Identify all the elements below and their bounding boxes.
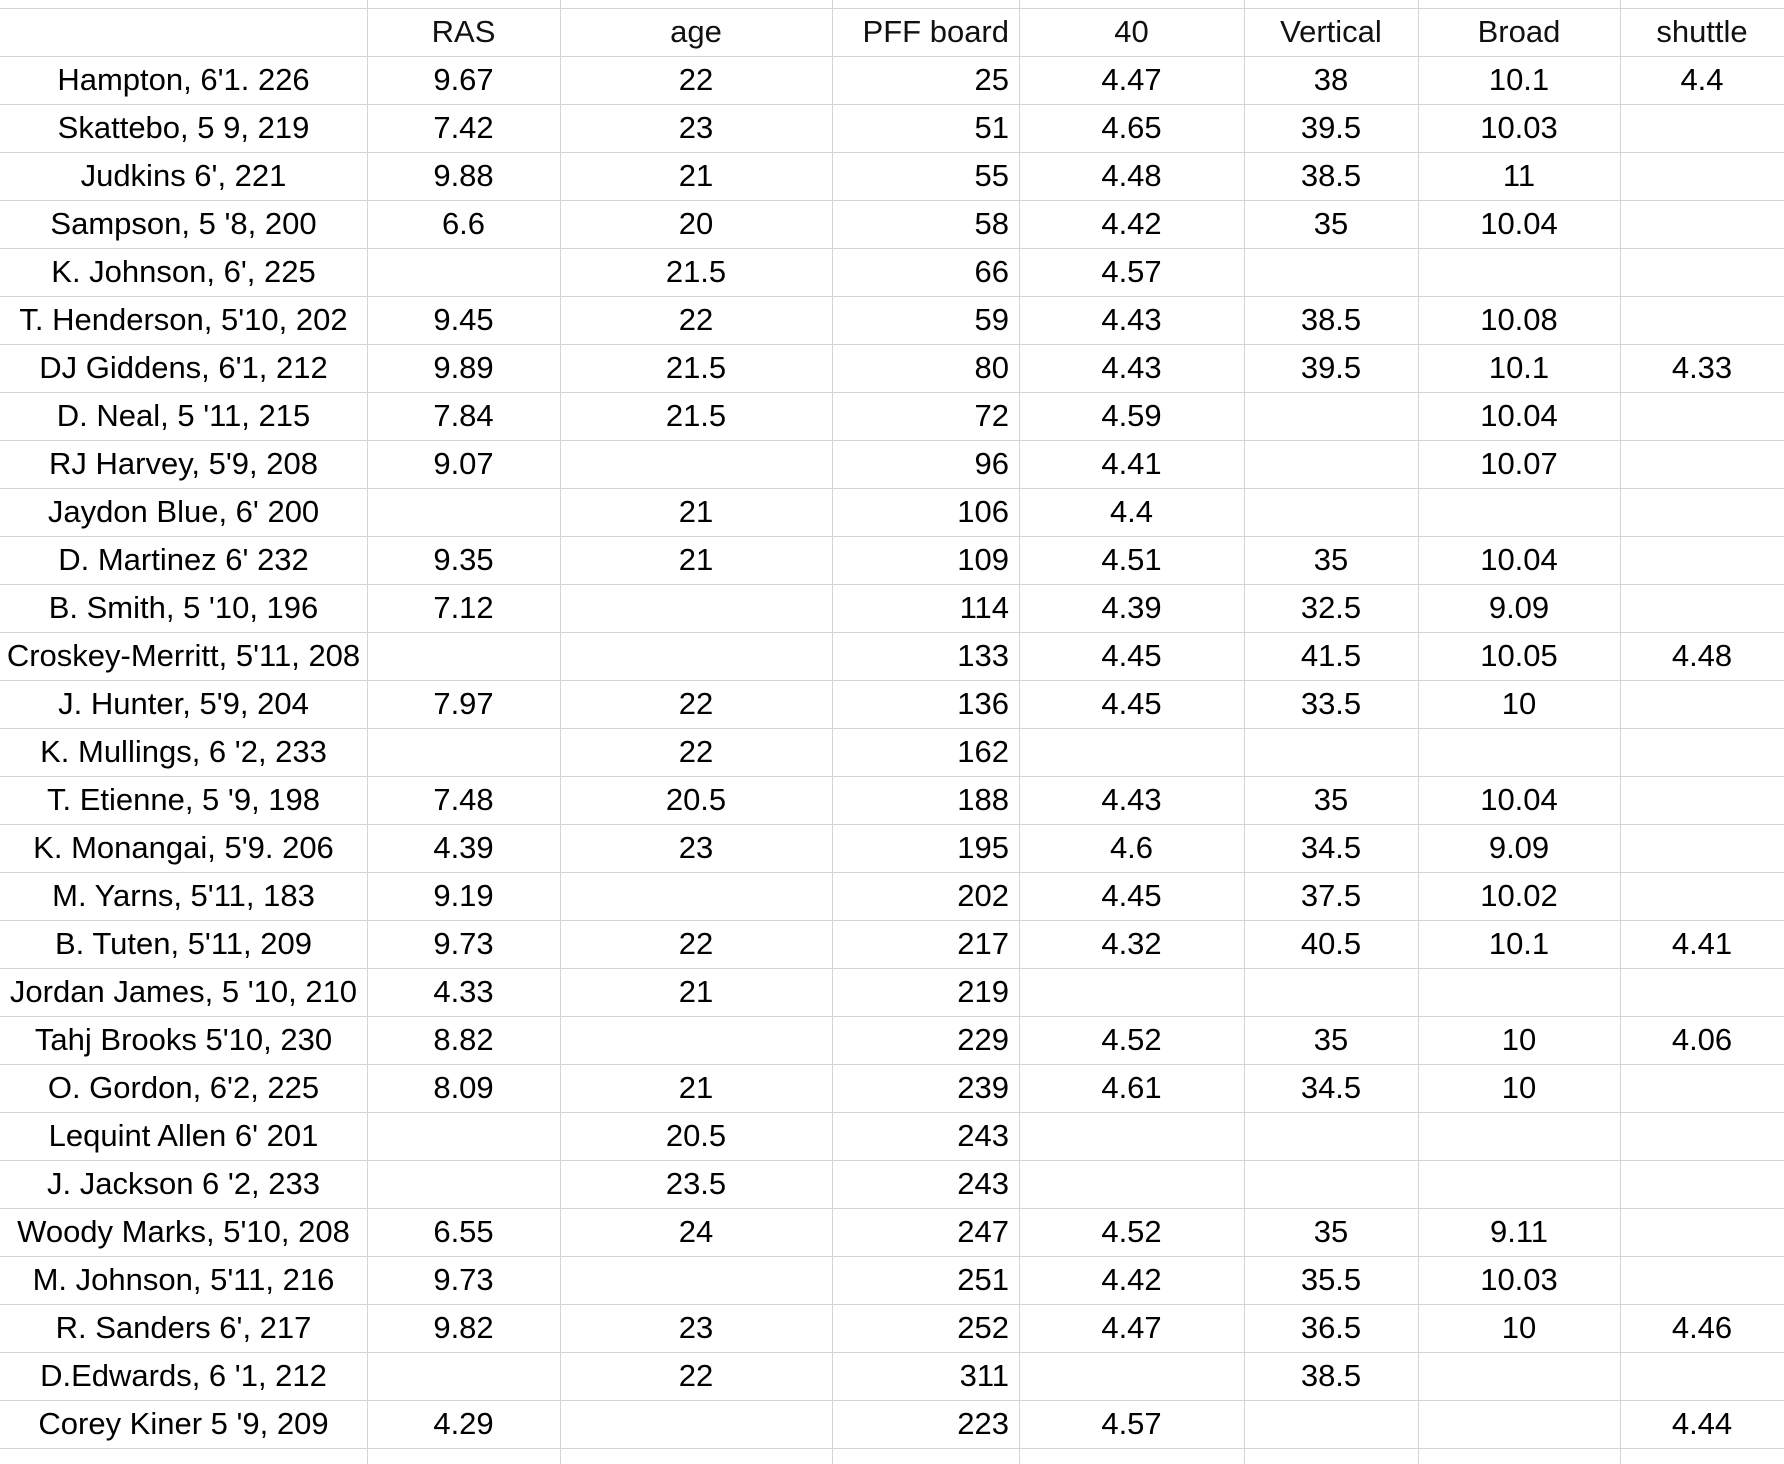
cell-vertical[interactable]: 34.5	[1300, 1070, 1362, 1105]
cell-ras[interactable]: 9.89	[433, 350, 494, 385]
cell-name[interactable]: J. Jackson 6 '2, 233	[46, 1166, 321, 1201]
cell-shuttle[interactable]: 4.46	[1671, 1310, 1733, 1345]
cell-pff-board[interactable]: 243	[957, 1166, 1009, 1201]
cell-name[interactable]: Jaydon Blue, 6' 200	[47, 494, 320, 529]
cell-broad[interactable]: 10.04	[1480, 542, 1558, 577]
cell-forty[interactable]: 4.48	[1101, 158, 1162, 193]
cell-shuttle[interactable]	[1620, 296, 1784, 344]
cell-pff-board[interactable]: 252	[957, 1310, 1009, 1345]
cell-forty[interactable]: 4.39	[1101, 590, 1162, 625]
cell-broad[interactable]: 10.04	[1480, 782, 1558, 817]
cell-forty[interactable]: 4.4	[1109, 494, 1154, 529]
cell-shuttle[interactable]: 4.33	[1671, 350, 1733, 385]
cell-ras[interactable]	[367, 728, 560, 776]
cell-vertical[interactable]: 38.5	[1300, 158, 1362, 193]
cell-vertical[interactable]	[1244, 728, 1418, 776]
cell-shuttle[interactable]	[1620, 488, 1784, 536]
cell-pff-board[interactable]: 195	[957, 830, 1009, 865]
cell-age[interactable]: 21	[678, 542, 714, 577]
cell-broad[interactable]: 9.09	[1488, 830, 1550, 865]
cell-age[interactable]: 21	[678, 494, 714, 529]
cell-vertical[interactable]: 39.5	[1300, 110, 1362, 145]
header-cell-ras[interactable]: RAS	[431, 14, 496, 49]
cell-pff-board[interactable]: 55	[974, 158, 1009, 193]
cell-vertical[interactable]	[1244, 1112, 1418, 1160]
header-cell-age[interactable]: age	[670, 14, 722, 49]
header-cell-vertical[interactable]: Vertical	[1280, 14, 1382, 49]
cell-broad[interactable]	[1418, 968, 1620, 1016]
cell-forty[interactable]: 4.42	[1101, 206, 1162, 241]
cell-broad[interactable]	[1418, 1352, 1620, 1400]
cell-broad[interactable]	[1418, 1160, 1620, 1208]
cell-age[interactable]: 23	[678, 110, 714, 145]
cell-broad[interactable]: 10.03	[1480, 110, 1558, 145]
cell-ras[interactable]: 9.45	[433, 302, 494, 337]
cell-age[interactable]: 23.5	[665, 1166, 727, 1201]
cell-name[interactable]: B. Smith, 5 '10, 196	[48, 590, 319, 625]
cell-broad[interactable]: 11	[1502, 158, 1536, 193]
cell-forty[interactable]	[1019, 1112, 1244, 1160]
cell-shuttle[interactable]	[1620, 104, 1784, 152]
header-cell-broad[interactable]: Broad	[1477, 14, 1561, 49]
cell-vertical[interactable]: 38	[1313, 62, 1349, 97]
cell-pff-board[interactable]: 223	[957, 1406, 1009, 1441]
cell-name[interactable]: K. Mullings, 6 '2, 233	[40, 734, 327, 769]
cell-ras[interactable]: 7.42	[433, 110, 494, 145]
cell-ras[interactable]: 9.88	[433, 158, 494, 193]
cell-pff-board[interactable]: 25	[974, 62, 1009, 97]
cell-broad[interactable]: 10	[1501, 1310, 1537, 1345]
cell-name[interactable]: Croskey-Merritt, 5'11, 208	[6, 638, 361, 673]
cell-broad[interactable]: 10.04	[1480, 398, 1558, 433]
cell-broad[interactable]: 10.1	[1488, 926, 1550, 961]
cell-forty[interactable]: 4.32	[1101, 926, 1162, 961]
cell-name[interactable]: O. Gordon, 6'2, 225	[47, 1070, 320, 1105]
cell-forty[interactable]: 4.43	[1101, 302, 1162, 337]
cell-age[interactable]: 22	[678, 1358, 714, 1393]
cell-pff-board[interactable]: 109	[957, 542, 1009, 577]
cell-pff-board[interactable]: 219	[957, 974, 1009, 1009]
header-cell-name[interactable]	[0, 8, 367, 56]
cell-forty[interactable]: 4.61	[1101, 1070, 1162, 1105]
cell-forty[interactable]: 4.65	[1101, 110, 1162, 145]
cell-pff-board[interactable]: 80	[974, 350, 1009, 385]
cell-age[interactable]: 21.5	[665, 350, 727, 385]
cell-shuttle[interactable]	[1620, 728, 1784, 776]
cell-vertical[interactable]	[1244, 1400, 1418, 1448]
cell-age[interactable]: 21	[678, 974, 714, 1009]
cell-ras[interactable]	[367, 1160, 560, 1208]
cell-broad[interactable]	[1418, 248, 1620, 296]
cell-age[interactable]: 24	[678, 1214, 714, 1249]
cell-vertical[interactable]	[1244, 1160, 1418, 1208]
cell-name[interactable]: Hampton, 6'1. 226	[57, 62, 310, 97]
cell-ras[interactable]: 7.12	[433, 590, 494, 625]
cell-age[interactable]	[560, 1016, 832, 1064]
cell-pff-board[interactable]: 51	[974, 110, 1009, 145]
cell-broad[interactable]: 10	[1501, 1070, 1537, 1105]
cell-vertical[interactable]	[1244, 392, 1418, 440]
cell-broad[interactable]: 10.03	[1480, 1262, 1558, 1297]
cell-shuttle[interactable]	[1620, 200, 1784, 248]
cell-broad[interactable]: 10	[1501, 1022, 1537, 1057]
cell-forty[interactable]: 4.52	[1101, 1022, 1162, 1057]
cell-vertical[interactable]: 35	[1313, 1214, 1349, 1249]
cell-pff-board[interactable]: 243	[957, 1118, 1009, 1153]
header-cell-forty[interactable]: 40	[1114, 14, 1149, 49]
cell-age[interactable]: 21	[678, 1070, 714, 1105]
cell-forty[interactable]	[1019, 968, 1244, 1016]
cell-shuttle[interactable]	[1620, 1256, 1784, 1304]
cell-vertical[interactable]: 35	[1313, 206, 1349, 241]
cell-broad[interactable]: 10.04	[1480, 206, 1558, 241]
cell-shuttle[interactable]	[1620, 1064, 1784, 1112]
cell-shuttle[interactable]	[1620, 1112, 1784, 1160]
cell-name[interactable]: J. Hunter, 5'9, 204	[58, 686, 309, 721]
cell-ras[interactable]: 9.82	[433, 1310, 494, 1345]
cell-pff-board[interactable]: 217	[957, 926, 1009, 961]
cell-broad[interactable]: 10	[1501, 686, 1537, 721]
cell-broad[interactable]: 10.08	[1480, 302, 1558, 337]
cell-forty[interactable]: 4.59	[1101, 398, 1162, 433]
cell-shuttle[interactable]	[1620, 680, 1784, 728]
cell-broad[interactable]: 9.11	[1489, 1214, 1549, 1249]
cell-forty[interactable]: 4.45	[1101, 638, 1162, 673]
cell-vertical[interactable]	[1244, 248, 1418, 296]
cell-pff-board[interactable]: 311	[959, 1358, 1009, 1393]
cell-age[interactable]: 22	[678, 734, 714, 769]
cell-shuttle[interactable]	[1620, 776, 1784, 824]
cell-shuttle[interactable]	[1620, 584, 1784, 632]
cell-broad[interactable]: 10.02	[1480, 878, 1558, 913]
cell-name[interactable]: D. Neal, 5 '11, 215	[56, 398, 311, 433]
cell-vertical[interactable]: 35	[1313, 1022, 1349, 1057]
cell-shuttle[interactable]: 4.44	[1671, 1406, 1733, 1441]
cell-vertical[interactable]: 36.5	[1300, 1310, 1362, 1345]
cell-forty[interactable]: 4.41	[1101, 446, 1162, 481]
cell-name[interactable]: Lequint Allen 6' 201	[48, 1118, 319, 1153]
cell-vertical[interactable]: 35	[1313, 542, 1349, 577]
cell-vertical[interactable]	[1244, 488, 1418, 536]
cell-shuttle[interactable]	[1620, 872, 1784, 920]
cell-shuttle[interactable]: 4.48	[1671, 638, 1733, 673]
cell-name[interactable]: T. Henderson, 5'10, 202	[19, 302, 348, 337]
cell-ras[interactable]	[367, 1112, 560, 1160]
cell-forty[interactable]	[1019, 1352, 1244, 1400]
cell-shuttle[interactable]	[1620, 248, 1784, 296]
cell-age[interactable]: 23	[678, 1310, 714, 1345]
cell-pff-board[interactable]: 133	[957, 638, 1009, 673]
cell-age[interactable]: 21.5	[665, 398, 727, 433]
cell-broad[interactable]	[1418, 1112, 1620, 1160]
cell-shuttle[interactable]	[1620, 152, 1784, 200]
cell-forty[interactable]: 4.47	[1101, 1310, 1162, 1345]
cell-vertical[interactable]: 40.5	[1300, 926, 1362, 961]
cell-name[interactable]: Skattebo, 5 9, 219	[57, 110, 310, 145]
cell-ras[interactable]: 9.67	[433, 62, 494, 97]
cell-vertical[interactable]: 38.5	[1300, 302, 1362, 337]
header-cell-shuttle[interactable]: shuttle	[1656, 14, 1748, 49]
cell-age[interactable]	[560, 584, 832, 632]
cell-shuttle[interactable]: 4.41	[1671, 926, 1733, 961]
cell-shuttle[interactable]	[1620, 536, 1784, 584]
cell-ras[interactable]: 7.48	[433, 782, 494, 817]
cell-forty[interactable]: 4.47	[1101, 62, 1162, 97]
cell-vertical[interactable]: 37.5	[1300, 878, 1362, 913]
cell-shuttle[interactable]: 4.4	[1680, 62, 1724, 97]
cell-pff-board[interactable]: 162	[957, 734, 1009, 769]
cell-name[interactable]: K. Johnson, 6', 225	[51, 254, 316, 289]
cell-ras[interactable]: 6.6	[441, 206, 486, 241]
cell-forty[interactable]: 4.6	[1109, 830, 1154, 865]
cell-age[interactable]	[560, 1256, 832, 1304]
cell-name[interactable]: K. Monangai, 5'9. 206	[33, 830, 334, 865]
cell-forty[interactable]: 4.43	[1101, 350, 1162, 385]
cell-vertical[interactable]	[1244, 440, 1418, 488]
cell-age[interactable]: 21	[678, 158, 714, 193]
cell-name[interactable]: Judkins 6', 221	[80, 158, 287, 193]
cell-broad[interactable]: 10.07	[1480, 446, 1558, 481]
cell-name[interactable]: T. Etienne, 5 '9, 198	[46, 782, 321, 817]
cell-broad[interactable]: 10.1	[1488, 350, 1550, 385]
cell-pff-board[interactable]: 72	[974, 398, 1009, 433]
cell-age[interactable]	[560, 872, 832, 920]
cell-age[interactable]: 22	[678, 62, 714, 97]
cell-age[interactable]: 22	[678, 302, 714, 337]
cell-shuttle[interactable]	[1620, 1160, 1784, 1208]
cell-ras[interactable]	[367, 248, 560, 296]
cell-vertical[interactable]: 33.5	[1300, 686, 1362, 721]
cell-ras[interactable]: 9.73	[433, 1262, 494, 1297]
cell-ras[interactable]: 8.09	[433, 1070, 494, 1105]
cell-ras[interactable]: 4.39	[433, 830, 494, 865]
cell-vertical[interactable]: 39.5	[1300, 350, 1362, 385]
cell-name[interactable]: DJ Giddens, 6'1, 212	[39, 350, 328, 385]
row-divider	[0, 1448, 1784, 1449]
cell-broad[interactable]	[1418, 1400, 1620, 1448]
cell-name[interactable]: M. Johnson, 5'11, 216	[32, 1262, 335, 1297]
cell-forty[interactable]	[1019, 1160, 1244, 1208]
cell-broad[interactable]	[1418, 488, 1620, 536]
cell-vertical[interactable]: 35	[1313, 782, 1349, 817]
cell-pff-board[interactable]: 66	[974, 254, 1009, 289]
cell-pff-board[interactable]: 59	[974, 302, 1009, 337]
cell-pff-board[interactable]: 58	[974, 206, 1009, 241]
cell-name[interactable]: Woody Marks, 5'10, 208	[17, 1214, 350, 1249]
cell-forty[interactable]: 4.43	[1101, 782, 1162, 817]
cell-ras[interactable]: 7.84	[433, 398, 494, 433]
cell-shuttle[interactable]	[1620, 440, 1784, 488]
cell-pff-board[interactable]: 202	[957, 878, 1009, 913]
cell-ras[interactable]: 4.33	[433, 974, 494, 1009]
cell-pff-board[interactable]: 114	[959, 590, 1009, 625]
cell-vertical[interactable]: 32.5	[1300, 590, 1362, 625]
cell-vertical[interactable]: 35.5	[1300, 1262, 1362, 1297]
cell-name[interactable]: R. Sanders 6', 217	[55, 1310, 312, 1345]
cell-age[interactable]	[560, 1400, 832, 1448]
cell-ras[interactable]	[367, 1352, 560, 1400]
cell-broad[interactable]: 10.1	[1488, 62, 1550, 97]
cell-name[interactable]: Corey Kiner 5 '9, 209	[38, 1406, 329, 1441]
cell-ras[interactable]: 9.73	[433, 926, 494, 961]
cell-ras[interactable]	[367, 488, 560, 536]
cell-ras[interactable]: 7.97	[433, 686, 494, 721]
cell-age[interactable]: 20.5	[665, 1118, 727, 1153]
cell-shuttle[interactable]: 4.06	[1671, 1022, 1733, 1057]
cell-broad[interactable]	[1418, 728, 1620, 776]
cell-pff-board[interactable]: 96	[974, 446, 1009, 481]
cell-forty[interactable]: 4.42	[1101, 1262, 1162, 1297]
cell-age[interactable]: 22	[678, 686, 714, 721]
cell-pff-board[interactable]: 251	[957, 1262, 1009, 1297]
cell-pff-board[interactable]: 239	[957, 1070, 1009, 1105]
cell-name[interactable]: D. Martinez 6' 232	[58, 542, 309, 577]
cell-forty[interactable]: 4.45	[1101, 686, 1162, 721]
cell-age[interactable]	[560, 632, 832, 680]
cell-name[interactable]: Jordan James, 5 '10, 210	[9, 974, 358, 1009]
cell-age[interactable]: 20	[678, 206, 714, 241]
cell-vertical[interactable]	[1244, 968, 1418, 1016]
cell-forty[interactable]: 4.57	[1101, 1406, 1162, 1441]
cell-pff-board[interactable]: 188	[957, 782, 1009, 817]
cell-name[interactable]: D.Edwards, 6 '1, 212	[40, 1358, 327, 1393]
cell-age[interactable]	[560, 440, 832, 488]
cell-broad[interactable]: 9.09	[1488, 590, 1550, 625]
cell-ras[interactable]: 4.29	[433, 1406, 494, 1441]
cell-age[interactable]: 20.5	[665, 782, 727, 817]
cell-ras[interactable]: 9.07	[433, 446, 494, 481]
cell-age[interactable]: 21.5	[665, 254, 727, 289]
cell-forty[interactable]: 4.45	[1101, 878, 1162, 913]
cell-broad[interactable]: 10.05	[1480, 638, 1558, 673]
cell-name[interactable]: M. Yarns, 5'11, 183	[52, 878, 315, 913]
cell-ras[interactable]: 9.35	[433, 542, 494, 577]
cell-forty[interactable]: 4.57	[1101, 254, 1162, 289]
cell-name[interactable]: Tahj Brooks 5'10, 230	[34, 1022, 333, 1057]
cell-pff-board[interactable]: 247	[957, 1214, 1009, 1249]
cell-vertical[interactable]: 41.5	[1300, 638, 1362, 673]
cell-name[interactable]: RJ Harvey, 5'9, 208	[49, 446, 318, 481]
cell-forty[interactable]	[1019, 728, 1244, 776]
cell-name[interactable]: Sampson, 5 '8, 200	[50, 206, 317, 241]
cell-shuttle[interactable]	[1620, 1208, 1784, 1256]
header-cell-pff-board[interactable]: PFF board	[862, 14, 1009, 49]
cell-vertical[interactable]: 38.5	[1300, 1358, 1362, 1393]
cell-pff-board[interactable]: 229	[957, 1022, 1009, 1057]
cell-ras[interactable]: 6.55	[433, 1214, 494, 1249]
cell-forty[interactable]: 4.51	[1101, 542, 1162, 577]
cell-age[interactable]: 23	[678, 830, 714, 865]
cell-pff-board[interactable]: 136	[957, 686, 1009, 721]
cell-ras[interactable]: 8.82	[433, 1022, 494, 1057]
cell-forty[interactable]: 4.52	[1101, 1214, 1162, 1249]
cell-shuttle[interactable]	[1620, 392, 1784, 440]
cell-name[interactable]: B. Tuten, 5'11, 209	[55, 926, 312, 961]
cell-vertical[interactable]: 34.5	[1300, 830, 1362, 865]
cell-ras[interactable]: 9.19	[433, 878, 494, 913]
cell-age[interactable]: 22	[678, 926, 714, 961]
cell-shuttle[interactable]	[1620, 824, 1784, 872]
cell-shuttle[interactable]	[1620, 968, 1784, 1016]
cell-shuttle[interactable]	[1620, 1352, 1784, 1400]
cell-ras[interactable]	[367, 632, 560, 680]
cell-pff-board[interactable]: 106	[957, 494, 1009, 529]
